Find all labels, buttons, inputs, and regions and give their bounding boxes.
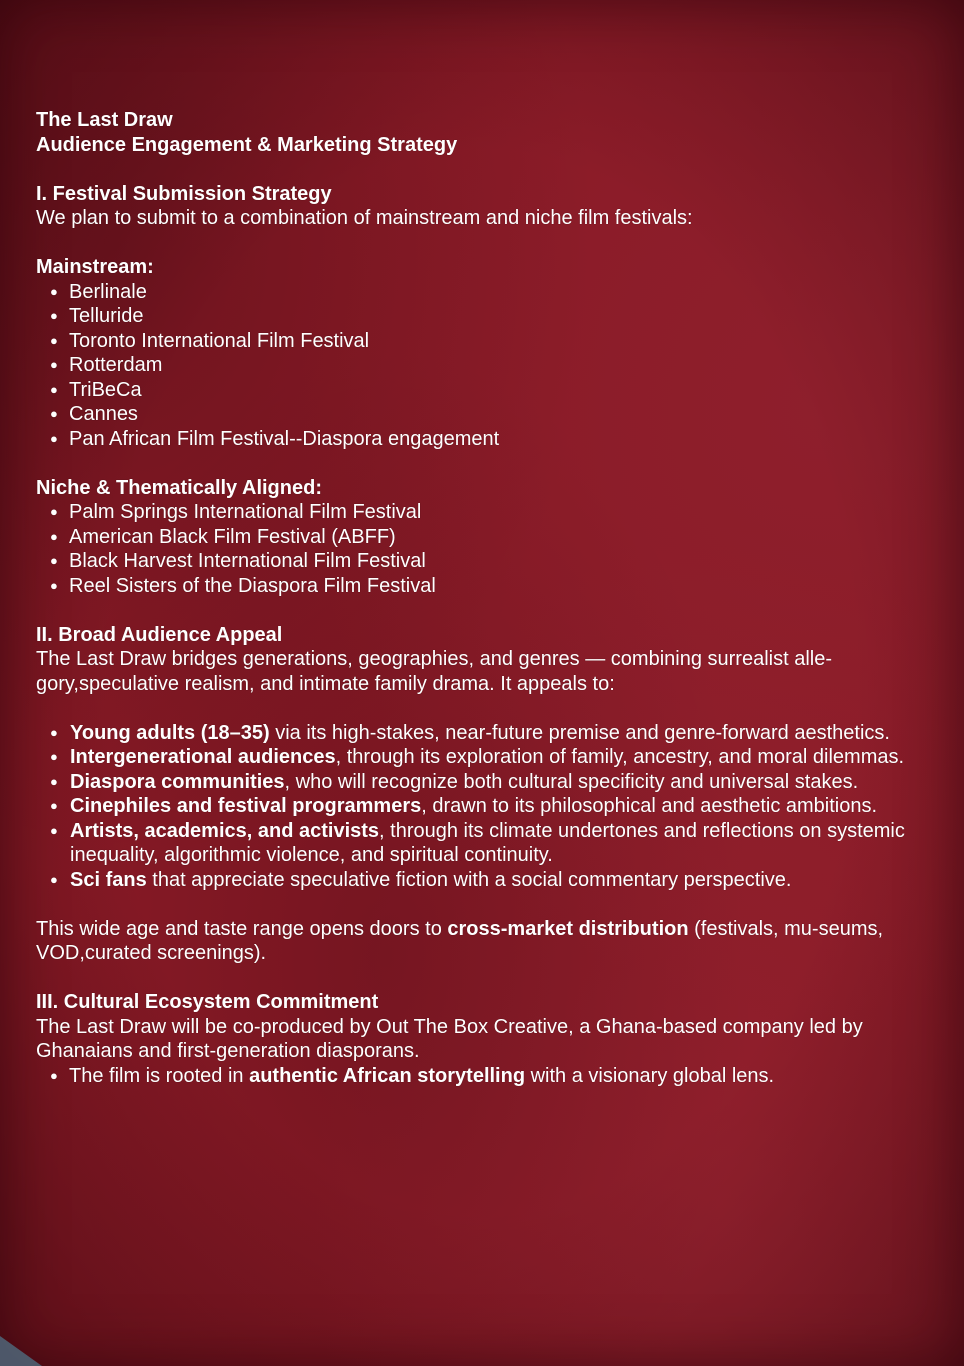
subheading-mainstream: Mainstream: bbox=[36, 256, 154, 278]
audience-label: Sci fans bbox=[70, 868, 147, 891]
audience-label: Intergenerational audiences bbox=[70, 746, 336, 768]
audience-description: , drawn to its philosophical and aesthetic ambitions. bbox=[421, 795, 878, 817]
list-item: ● Reel Sisters of the Diaspora Film Festival bbox=[50, 574, 920, 599]
list-item bbox=[50, 1064, 920, 1089]
list-item: ● Black Harvest International Film Festival bbox=[50, 549, 920, 574]
section-intro-audience-appeal: The Last Draw bridges generations, geographies, and genres — combining surrealist alle-gory,speculative realism, and intimate family drama. It appeals to: bbox=[36, 648, 832, 695]
audience-label: Artists, academics, and activists bbox=[70, 819, 380, 842]
document-title: The Last Draw bbox=[36, 109, 173, 131]
bullet-text: with a visionary global lens. bbox=[525, 1064, 775, 1087]
summary-highlight: cross-market distribution bbox=[447, 917, 689, 940]
audience-description: , through its exploration of family, ancestry, and moral dilemmas. bbox=[335, 746, 905, 768]
list-item: ● American Black Film Festival (ABFF) bbox=[50, 525, 920, 550]
cultural-list bbox=[36, 1064, 920, 1089]
bullet-highlight: authentic African storytelling bbox=[249, 1064, 526, 1087]
list-item: ● Berlinale bbox=[50, 280, 920, 305]
niche-festival-list bbox=[36, 500, 920, 598]
list-item: ● Toronto International Film Festival bbox=[50, 329, 920, 354]
bullet-text: The film is rooted in bbox=[69, 1064, 250, 1087]
list-item: ● Cannes bbox=[50, 402, 920, 427]
audience-item-intergenerational bbox=[70, 745, 920, 770]
audience-item-cinephiles bbox=[70, 794, 920, 819]
section-heading-cultural-ecosystem: III. Cultural Ecosystem Commitment bbox=[36, 991, 379, 1013]
list-item: ● Palm Springs International Film Festival bbox=[50, 500, 920, 525]
audience-description: via its high-stakes, near-future premise and genre-forward aesthetics. bbox=[269, 721, 890, 744]
list-item: ● Rotterdam bbox=[50, 353, 920, 378]
audience-description: , who will recognize both cultural specificity and universal stakes. bbox=[284, 770, 859, 793]
audience-description: , through its climate undertones and reflections on systemic inequality, algorithmic violence, and spiritual continuity. bbox=[70, 819, 905, 866]
audience-item-artists bbox=[70, 819, 920, 868]
mainstream-festival-list bbox=[36, 280, 920, 452]
section-intro-festival-strategy: We plan to submit to a combination of mainstream and niche film festivals: bbox=[36, 207, 693, 229]
subheading-niche: Niche & Thematically Aligned: bbox=[36, 476, 322, 499]
list-item: ● Pan African Film Festival--Diaspora engagement bbox=[50, 427, 920, 452]
list-item: ● Telluride bbox=[50, 304, 920, 329]
torn-corner-decoration bbox=[0, 1336, 42, 1366]
summary-text: This wide age and taste range opens doors to bbox=[36, 917, 448, 940]
audience-label: Diaspora communities bbox=[70, 770, 285, 793]
audience-label: Cinephiles and festival programmers bbox=[70, 795, 422, 817]
summary-text: (festivals, mu-seums, VOD,curated screenings). bbox=[36, 917, 884, 964]
audience-item-diaspora bbox=[70, 770, 920, 795]
document-body bbox=[36, 108, 920, 1088]
audience-item-young-adults bbox=[70, 721, 920, 746]
section-heading-festival-strategy: I. Festival Submission Strategy bbox=[36, 182, 332, 205]
section-heading-audience-appeal: II. Broad Audience Appeal bbox=[36, 623, 283, 646]
distribution-summary bbox=[36, 917, 920, 966]
audience-list bbox=[36, 721, 920, 893]
document-subtitle: Audience Engagement & Marketing Strategy bbox=[36, 133, 458, 156]
audience-item-sci-fans bbox=[70, 868, 920, 893]
list-item: ● TriBeCa bbox=[50, 378, 920, 403]
audience-label: Young adults (18–35) bbox=[70, 721, 270, 744]
audience-description: that appreciate speculative fiction with a social commentary perspective. bbox=[146, 868, 792, 891]
section-intro-cultural-ecosystem: The Last Draw will be co-produced by Out The Box Creative, a Ghana-based company led by Ghanaians and first-generation diasporans. bbox=[36, 1015, 863, 1062]
